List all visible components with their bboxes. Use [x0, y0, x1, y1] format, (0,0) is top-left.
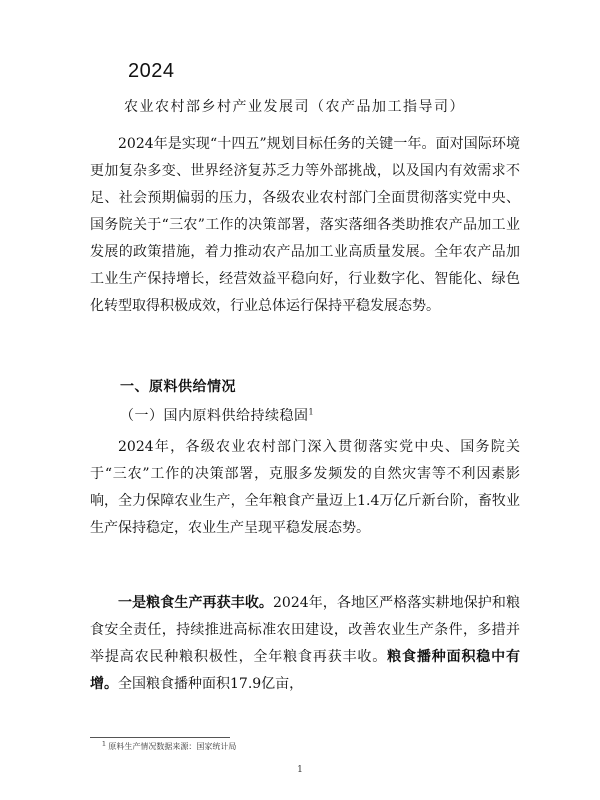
bold-lead: 一是粮食生产再获丰收。: [118, 595, 273, 611]
footnote: [102, 741, 236, 753]
paragraph-3-text-b: 全国粮食播种面积17.9亿亩，: [118, 676, 304, 692]
page-number: 1: [297, 765, 303, 775]
paragraph-2: 2024年，各级农业农村部门深入贯彻落实党中央、国务院关于“三农”工作的决策部署，克服多发频发的自然灾害等不利因素影响，全力保障农业生产，全年粮食产量迈上1.4万亿斤新台阶，畜牧业生产保持稳定，农业生产呈现平稳发展态势。: [90, 439, 520, 536]
document-subtitle: 农业农村部乡村产业发展司（农产品加工指导司）: [124, 99, 465, 115]
paragraph-3-text-a: 2024年，各地区严格落实耕地保护和粮食安全责任，持续推进高标准农田建设，改善农业生产条件，多措并举提高农民种粮积极性，全年粮食再获丰收。: [90, 595, 520, 665]
footnote-mark: 1: [102, 740, 106, 748]
footnote-reference: 1: [308, 407, 315, 417]
footnote-divider: [90, 737, 230, 738]
subsection-heading-text: （一）国内原料供给持续稳固: [120, 408, 309, 424]
document-year-title: 2024: [128, 60, 175, 82]
paragraph-3: [90, 590, 520, 698]
bold-mid: 粮食播种面积稳中有增。: [90, 649, 521, 692]
subsection-heading: [120, 404, 314, 428]
footnote-text: 原料生产情况数据来源：国家统计局: [108, 742, 237, 751]
section-heading: 一、原料供给情况: [120, 379, 236, 395]
intro-paragraph: 2024年是实现“十四五”规划目标任务的关键一年。面对国际环境更加复杂多变、世界经济复苏乏力等外部挑战，以及国内有效需求不足、社会预期偏弱的压力，各级农业农村部门全面贯彻落实党中央、国务院关于“三农”工作的决策部署，落实落细各类助推农产品加工业发展的政策措施，着力推动农产品加工业高质量发展。全年农产品加工业生产保持增长，经营效益平稳向好，行业数字化、智能化、绿色化转型取得积极成效，行业总体运行保持平稳发展态势。: [90, 136, 520, 314]
